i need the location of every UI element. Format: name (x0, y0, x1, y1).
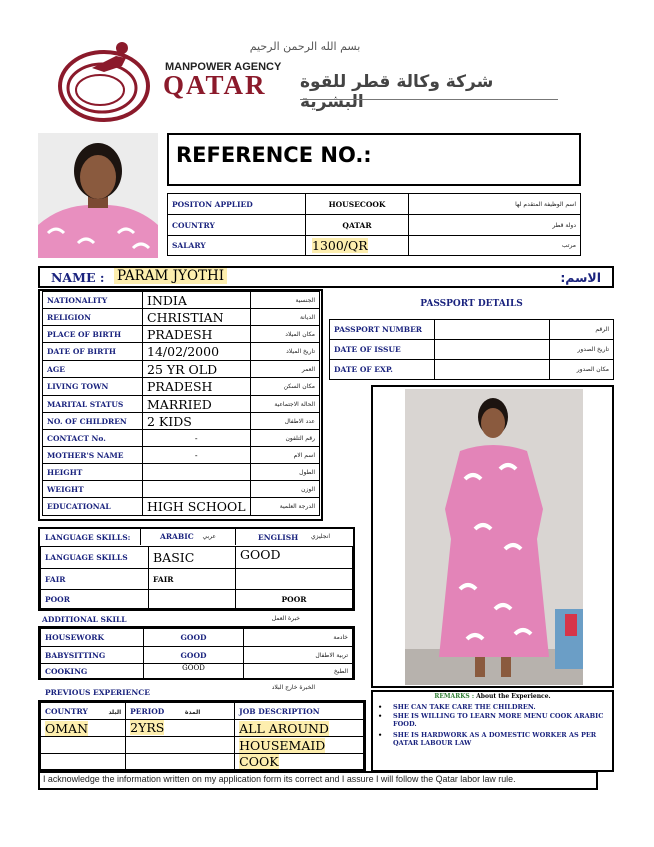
exp-job-1: ALL AROUND (239, 720, 329, 736)
header-underline (300, 99, 558, 100)
col-country: COUNTRY (45, 706, 88, 716)
col-period-ar: المدة (184, 708, 201, 716)
language-english-value: GOOD (236, 547, 353, 569)
living-town-value: PRADESH (143, 378, 251, 396)
living-town-label: LIVING TOWN (43, 378, 143, 396)
religion-value: CHRISTIAN (143, 309, 251, 326)
agency-name: QATAR (163, 70, 267, 100)
contact-label: CONTACT No. (43, 430, 143, 447)
country-ar: دولة قطر (409, 215, 581, 236)
remark-1: SHE CAN TAKE CARE THE CHILDREN. (393, 703, 536, 711)
salary-label: SALARY (168, 236, 306, 256)
language-row-label: LANGUAGE SKILLS (41, 547, 149, 569)
agency-arabic-name: شركة وكالة قطر للقوة البشرية (300, 72, 494, 112)
marital-ar: الحالة الاجتماعية (250, 396, 319, 413)
mother-value: - (143, 447, 251, 464)
weight-value (143, 481, 251, 498)
remark-2: SHE IS WILLING TO LEARN MORE MENU COOK ARABIC FOOD. (393, 711, 604, 728)
contact-ar: رقم التلفون (250, 430, 319, 447)
passport-number-value (435, 320, 550, 340)
marital-value: MARRIED (143, 396, 251, 413)
remarks-list: • SHE CAN TAKE CARE THE CHILDREN. • SHE IS WILLING TO LEARN MORE MENU COOK ARABIC FOOD. • SHE IS HARDWORK AS A DOMESTIC WORKER AS PER QATAR LABOUR LAW (378, 703, 604, 747)
cooking-ar: الطبخ (244, 664, 353, 679)
issue-date-label: DATE OF ISSUE (330, 340, 435, 360)
additional-label: ADDITIONAL SKILL (42, 615, 127, 624)
name-label: NAME : (51, 270, 105, 285)
full-body-photo (405, 389, 583, 685)
marital-label: MARITAL STATUS (43, 396, 143, 413)
age-ar: العمر (250, 361, 319, 378)
cooking-label: COOKING (41, 664, 144, 679)
language-header-divider (140, 528, 141, 545)
exp-date-label: DATE OF EXP. (330, 360, 435, 380)
acknowledge-text: I acknowledge the information written on my application form its correct and I assure I will follow the Qatar labor law rule. (43, 774, 516, 784)
fair-label: FAIR (41, 569, 149, 590)
contact-value: - (143, 430, 251, 447)
height-value (143, 464, 251, 481)
nationality-ar: الجنسية (250, 292, 319, 309)
agency-sub-title: MANPOWER AGENCY (165, 61, 282, 73)
mother-ar: اسم الام (250, 447, 319, 464)
education-ar: الدرجة العلمية (250, 498, 319, 516)
passport-number-label: PASSPORT NUMBER (330, 320, 435, 340)
weight-label: WEIGHT (43, 481, 143, 498)
education-label: EDUCATIONAL (43, 498, 143, 516)
position-ar: اسم الوظيفة المتقدم لها (409, 194, 581, 215)
personal-table (42, 291, 320, 516)
exp-date-value (435, 360, 550, 380)
poor-label: POOR (41, 590, 149, 609)
exp-job-3: COOK (239, 754, 279, 769)
issue-date-ar: تاريخ الصدور (550, 340, 614, 360)
reference-label: REFERENCE NO.: (176, 143, 372, 167)
bismillah-text: بسم الله الرحمن الرحيم (249, 40, 361, 53)
col-country-ar: البلد (108, 708, 122, 716)
education-value: HIGH SCHOOL (143, 498, 251, 516)
col-job: JOB DESCRIPTION (235, 703, 364, 720)
exp-country: OMAN (45, 720, 89, 736)
position-label: POSITON APPLIED (168, 194, 306, 215)
dob-ar: تاريخ الميلاد (250, 343, 319, 361)
dob-label: DATE OF BIRTH (43, 343, 143, 361)
experience-table (40, 702, 364, 770)
babysitting-value: GOOD (144, 647, 244, 664)
height-label: HEIGHT (43, 464, 143, 481)
children-value: 2 KIDS (143, 413, 251, 430)
religion-ar: الديانة (250, 309, 319, 326)
pob-value: PRADESH (143, 326, 251, 343)
nationality-value: INDIA (143, 292, 251, 309)
children-label: NO. OF CHILDREN (43, 413, 143, 430)
language-table (40, 546, 353, 609)
exp-period: 2YRS (130, 720, 165, 735)
age-value: 25 YR OLD (143, 361, 251, 378)
english-ar: انجليزي (310, 533, 330, 540)
pob-ar: مكان الميلاد (250, 326, 319, 343)
dob-value: 14/02/2000 (143, 343, 251, 361)
remarks-title: REMARKS : (434, 693, 475, 700)
language-label: LANGUAGE SKILLS: (45, 533, 131, 542)
experience-ar: الخبرة خارج البلاد (271, 684, 315, 691)
name-ar: الاسم: (560, 270, 601, 285)
housework-label: HOUSEWORK (41, 629, 144, 647)
name-value: PARAM JYOTHI (114, 268, 227, 284)
arabic-label: ARABIC (160, 532, 194, 541)
poor-english: POOR (236, 590, 353, 609)
issue-date-value (435, 340, 550, 360)
babysitting-label: BABYSITTING (41, 647, 144, 664)
living-town-ar: مكان السكن (250, 378, 319, 396)
language-arabic-value: BASIC (149, 547, 236, 569)
children-ar: عدد الاطفال (250, 413, 319, 430)
salary-value: 1300/QR (312, 238, 368, 253)
pob-label: PLACE OF BIRTH (43, 326, 143, 343)
fair-english (236, 569, 353, 590)
religion-label: RELIGION (43, 309, 143, 326)
exp-job-2: HOUSEMAID (239, 737, 326, 753)
fair-arabic: FAIR (149, 569, 236, 590)
candidate-photo (38, 133, 158, 258)
remarks-subtitle: About the Experience. (476, 693, 551, 700)
babysitting-ar: تربية الاطفال (244, 647, 353, 664)
age-label: AGE (43, 361, 143, 378)
housework-value: GOOD (144, 629, 244, 647)
nationality-label: NATIONALITY (43, 292, 143, 309)
english-label: ENGLISH (258, 533, 299, 542)
remarks-header (371, 693, 614, 700)
country-label: COUNTRY (168, 215, 306, 236)
arabic-ar: عربي (202, 533, 216, 540)
country-value: QATAR (306, 215, 409, 236)
experience-label: PREVIOUS EXPERIENCE (45, 688, 150, 697)
additional-table (40, 628, 353, 679)
position-value: HOUSECOOK (306, 194, 409, 215)
passport-table (329, 319, 614, 380)
poor-arabic (149, 590, 236, 609)
height-ar: الطول (250, 464, 319, 481)
mother-label: MOTHER'S NAME (43, 447, 143, 464)
passport-title: PASSPORT DETAILS (420, 299, 523, 309)
remark-3: SHE IS HARDWORK AS A DOMESTIC WORKER AS PER QATAR LABOUR LAW (393, 730, 597, 747)
passport-number-ar: الرقم (550, 320, 614, 340)
exp-date-ar: مكان الصدور (550, 360, 614, 380)
weight-ar: الوزن (250, 481, 319, 498)
col-period: PERIOD (130, 706, 165, 716)
language-header-divider-2 (235, 528, 236, 545)
cooking-value: GOOD (144, 664, 244, 679)
additional-ar: خبرة العمل (271, 615, 300, 622)
salary-ar: مرتب (409, 236, 581, 256)
housework-ar: خادمة (244, 629, 353, 647)
agency-logo (52, 38, 162, 128)
position-table (167, 193, 581, 256)
